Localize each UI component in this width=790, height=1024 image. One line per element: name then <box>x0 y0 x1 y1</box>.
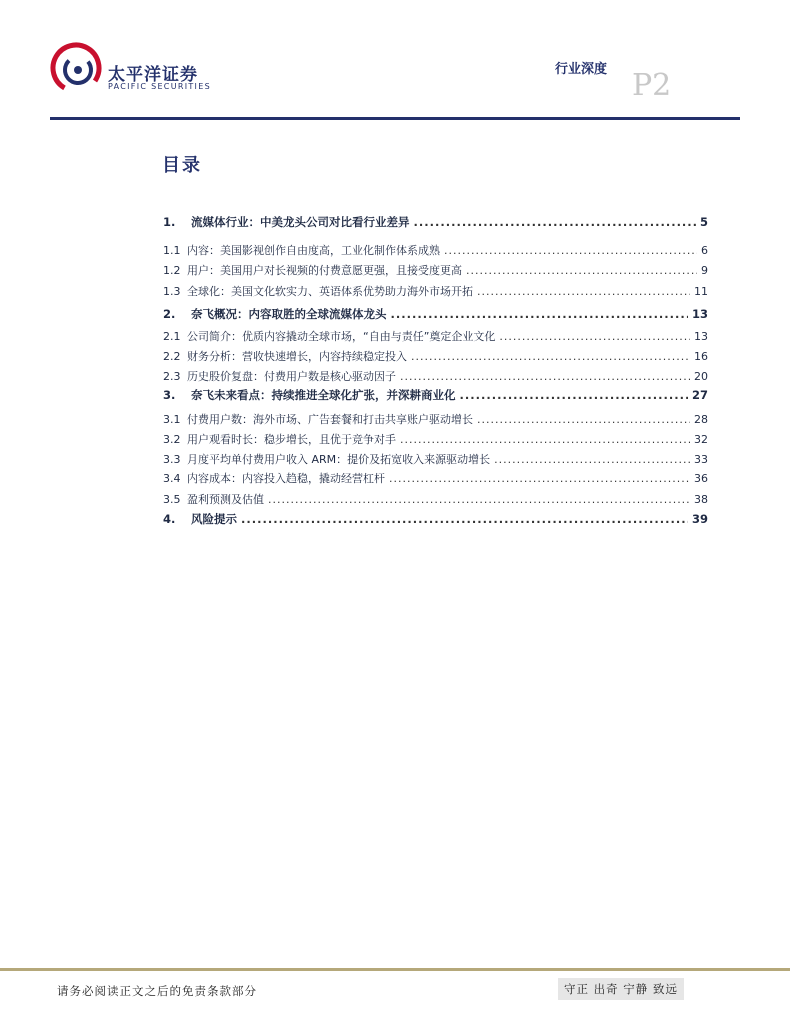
toc-entry-title: 月度平均单付费用户收入 ARM：提价及拓宽收入来源驱动增长 <box>187 453 491 466</box>
toc-entry-page: 33 <box>694 453 708 466</box>
pacific-securities-logo-icon <box>50 42 102 94</box>
page-header <box>0 0 790 120</box>
toc-entry-number: 1.2 <box>163 264 181 277</box>
toc-entry-title: 风险提示 <box>191 512 237 526</box>
toc-entry-page: 20 <box>694 370 708 383</box>
toc-entry-page: 5 <box>699 215 708 229</box>
toc-entry-page: 32 <box>694 433 708 446</box>
toc-title: 目录 <box>162 155 202 176</box>
toc-entry-page: 39 <box>691 512 708 526</box>
toc-entry-page: 16 <box>694 350 708 363</box>
toc-entry-title: 付费用户数：海外市场、广告套餐和打击共享账户驱动增长 <box>187 413 473 426</box>
toc-dot-leader <box>444 244 697 257</box>
page-number: P2 <box>632 68 672 103</box>
toc-entry[interactable] <box>163 511 708 527</box>
toc-entry-title: 公司简介：优质内容撬动全球市场，“自由与责任”奠定企业文化 <box>187 330 496 343</box>
toc-entry-page: 38 <box>694 493 708 506</box>
toc-entry-number: 2. <box>163 307 176 321</box>
report-type-label: 行业深度 <box>555 62 608 77</box>
toc-entry-page: 13 <box>691 307 708 321</box>
toc-entry[interactable] <box>163 242 708 258</box>
toc-dot-leader <box>477 413 690 426</box>
toc-entry-page: 28 <box>694 413 708 426</box>
toc-entry-page: 13 <box>694 330 708 343</box>
toc-entry-title: 内容：美国影视创作自由度高，工业化制作体系成熟 <box>187 244 440 257</box>
toc-entry-number: 1. <box>163 215 176 229</box>
toc-dot-leader <box>391 307 688 321</box>
toc-entry[interactable] <box>163 368 708 384</box>
toc-entry-number: 2.2 <box>163 350 181 363</box>
toc-entry-title: 全球化：美国文化软实力、英语体系优势助力海外市场开拓 <box>187 285 473 298</box>
toc-entry-title: 用户观看时长：稳步增长，且优于竞争对手 <box>187 433 396 446</box>
toc-dot-leader <box>460 388 688 402</box>
toc-dot-leader <box>389 472 690 485</box>
toc-entry[interactable] <box>163 306 708 322</box>
brand-name-cn: 太平洋证券 <box>108 65 198 85</box>
toc-entry-title: 奈飞未来看点：持续推进全球化扩张，并深耕商业化 <box>191 388 456 402</box>
toc-entry[interactable] <box>163 214 708 230</box>
toc-entry-number: 3.2 <box>163 433 181 446</box>
toc-entry[interactable] <box>163 283 708 299</box>
toc-entry[interactable] <box>163 470 708 486</box>
footer-divider <box>0 968 790 971</box>
toc-entry-title: 财务分析：营收快速增长，内容持续稳定投入 <box>187 350 407 363</box>
toc-entry[interactable] <box>163 348 708 364</box>
toc-entry-number: 3. <box>163 388 176 402</box>
toc-entry-title: 流媒体行业：中美龙头公司对比看行业差异 <box>191 215 410 229</box>
toc-entry-number: 3.1 <box>163 413 181 426</box>
company-motto: 守正 出奇 宁静 致远 <box>558 978 684 1000</box>
toc-entry-page: 36 <box>694 472 708 485</box>
toc-entry-number: 1.1 <box>163 244 181 257</box>
toc-entry-page: 6 <box>701 244 708 257</box>
toc-entry-title: 盈利预测及估值 <box>187 493 264 506</box>
toc-dot-leader <box>411 350 690 363</box>
toc-entry-number: 3.4 <box>163 472 181 485</box>
toc-entry[interactable] <box>163 328 708 344</box>
toc-dot-leader <box>268 493 690 506</box>
toc-entry-number: 1.3 <box>163 285 181 298</box>
toc-entry-title: 用户：美国用户对长视频的付费意愿更强，且接受度更高 <box>187 264 462 277</box>
toc-entry[interactable] <box>163 411 708 427</box>
toc-entry-number: 3.3 <box>163 453 181 466</box>
toc-entry[interactable] <box>163 262 708 278</box>
toc-entry-page: 27 <box>691 388 708 402</box>
toc-dot-leader <box>400 433 690 446</box>
brand-name-en: PACIFIC SECURITIES <box>108 82 211 91</box>
toc-entry-title: 奈飞概况：内容取胜的全球流媒体龙头 <box>191 307 387 321</box>
toc-dot-leader <box>499 330 690 343</box>
toc-entry-number: 2.3 <box>163 370 181 383</box>
toc-dot-leader <box>494 453 690 466</box>
toc-entry-page: 11 <box>694 285 708 298</box>
toc-dot-leader <box>414 215 696 229</box>
toc-entry-page: 9 <box>701 264 708 277</box>
toc-entry-number: 2.1 <box>163 330 181 343</box>
header-divider <box>50 117 740 120</box>
toc-entry-number: 3.5 <box>163 493 181 506</box>
toc-dot-leader <box>400 370 690 383</box>
toc-entry-title: 内容成本：内容投入趋稳，撬动经营杠杆 <box>187 472 385 485</box>
toc-entry[interactable] <box>163 387 708 403</box>
toc-entry-title: 历史股价复盘：付费用户数是核心驱动因子 <box>187 370 396 383</box>
toc-entry-number: 4. <box>163 512 176 526</box>
toc-dot-leader <box>241 512 688 526</box>
toc-entry[interactable] <box>163 451 708 467</box>
toc-dot-leader <box>466 264 697 277</box>
toc-entry[interactable] <box>163 431 708 447</box>
disclaimer-text: 请务必阅读正文之后的免责条款部分 <box>57 984 257 998</box>
toc-entry[interactable] <box>163 491 708 507</box>
toc-dot-leader <box>477 285 690 298</box>
